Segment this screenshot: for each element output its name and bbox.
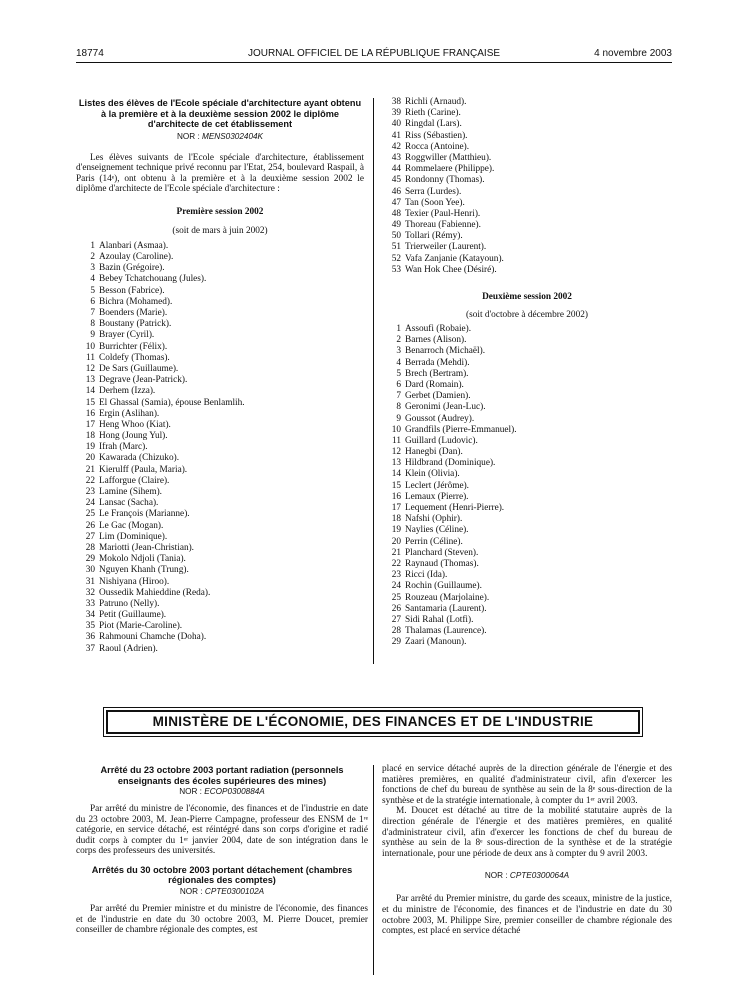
item-number: 29 (85, 554, 95, 565)
item-number: 46 (391, 186, 401, 197)
list-item (382, 346, 672, 357)
student-name: Riss (Sébastien). (405, 130, 468, 141)
list-item (76, 286, 364, 297)
student-name: Ricci (Ida). (405, 570, 448, 581)
list-item (76, 252, 364, 263)
student-name: Rochin (Guillaume). (405, 581, 482, 592)
list-item (76, 476, 364, 487)
item-number: 25 (85, 509, 95, 520)
student-name: Bazin (Grégoire). (99, 263, 165, 274)
item-number: 19 (391, 525, 401, 536)
nor-reference (76, 132, 364, 141)
intro-paragraph: Les élèves suivants de l'Ecole spéciale d'architecture, établissement d'enseignement technique privé reconnu par l'Etat, 254, boulevard Raspail, à Paris (14ᵉ), ont obtenu à la première et à la deuxième session 2002 le diplôme d'architecte de l'Ecole spéciale d'architecture : (76, 152, 364, 195)
student-name: Dard (Romain). (405, 379, 464, 390)
student-name: Richli (Arnaud). (405, 97, 467, 107)
list-item (76, 431, 364, 442)
student-name: Lequement (Henri-Pierre). (405, 503, 505, 513)
list-item (382, 570, 672, 581)
item-number: 12 (85, 363, 95, 374)
detachment-para3: Par arrêté du Premier ministre, du garde des sceaux, ministre de la justice, et du ministre de l'économie, des finances et de l'industrie en date du 30 octobre 2003, M. Philippe Sire, premier conseiller de chambre régionale des comptes, est placé en service détaché (382, 894, 672, 937)
list-item (76, 375, 364, 386)
student-name: Boustany (Patrick). (99, 319, 172, 330)
list-item (382, 187, 672, 198)
student-name: Grandfils (Pierre-Emmanuel). (405, 424, 517, 435)
list-item (76, 509, 364, 520)
item-number: 29 (391, 637, 401, 648)
list-item (382, 209, 672, 220)
student-name: Lafforgue (Claire). (99, 475, 170, 486)
student-name: Thalamas (Laurence). (405, 626, 487, 637)
nor-code: MENS0302404K (202, 131, 264, 141)
item-number: 7 (90, 308, 95, 318)
list-item (76, 364, 364, 375)
list-item (382, 142, 672, 153)
list-item (76, 588, 364, 599)
student-name: El Ghassal (Samia), épouse Benlamlih. (99, 397, 245, 408)
student-name: Goussot (Audrey). (405, 413, 475, 424)
list-item (76, 487, 364, 498)
student-name: Besson (Fabrice). (99, 285, 165, 296)
item-number: 18 (85, 431, 95, 442)
list-item (382, 358, 672, 369)
list-item (382, 153, 672, 164)
student-name: Degrave (Jean-Patrick). (99, 375, 188, 386)
item-number: 24 (85, 498, 95, 509)
list-item (76, 532, 364, 543)
article2-text: Par arrêté du ministre de l'économie, des finances et de l'industrie en date du 23 octobre 2003, M. Jean-Pierre Campagne, professeur des ENSM de 1ʳᵉ catégorie, en service détaché, est réintégré dans son corps d'origine et radié dudit corps à compter du 1ᵉʳ janvier 2004, date de son intégration dans le corps des professeurs des universités. (76, 804, 368, 857)
session2-period: (soit d'octobre à décembre 2002) (466, 310, 588, 320)
article2-nor (76, 787, 368, 796)
detachment-para2: M. Doucet est détaché au titre de la mobilité statutaire auprès de la direction générale de l'énergie et des matières premières, en qualité d'administrateur civil, afin d'exercer les fonctions de chef du bureau de synthèse au sein de la 8ᵉ sous-direction de la synthèse et de la stratégie internationale, pour une période de deux ans à compter du 9 avril 2003. (382, 806, 672, 859)
student-name: Heng Whoo (Kiat). (99, 419, 171, 430)
list-item (382, 335, 672, 346)
item-number: 33 (85, 598, 95, 609)
item-number: 8 (90, 319, 95, 330)
list-item (382, 414, 672, 425)
list-item (76, 386, 364, 397)
student-name: Benarroch (Michaël). (405, 346, 486, 357)
item-number: 28 (391, 626, 401, 637)
student-name: Assoufi (Robaie). (405, 324, 472, 334)
list-item (76, 453, 364, 464)
list-item (76, 543, 364, 554)
student-name: Lamine (Sihem). (99, 487, 162, 497)
student-name: De Sars (Guillaume). (99, 363, 179, 374)
student-name: Mariotti (Jean-Christian). (99, 542, 195, 553)
student-name: Mokolo Ndjoli (Tania). (99, 554, 186, 565)
item-number: 14 (391, 469, 401, 480)
item-number: 53 (391, 264, 401, 275)
item-number: 14 (85, 386, 95, 397)
item-number: 7 (396, 391, 401, 402)
student-name: Hildbrand (Dominique). (405, 458, 496, 469)
item-number: 16 (391, 491, 401, 502)
list-item (382, 503, 672, 514)
item-number: 2 (90, 252, 95, 263)
item-number: 32 (85, 587, 95, 598)
student-name: Wan Hok Chee (Désiré). (405, 264, 497, 275)
student-name: Ifrah (Marc). (99, 442, 148, 453)
item-number: 17 (85, 419, 95, 430)
student-name: Vafa Zanjanie (Katayoun). (405, 253, 504, 264)
session1-period: (soit de mars à juin 2002) (172, 225, 268, 236)
list-item (382, 119, 672, 130)
list-item (382, 231, 672, 242)
list-item (382, 175, 672, 186)
nor-label: NOR : (484, 871, 508, 881)
item-number: 10 (85, 341, 95, 352)
student-name: Texier (Paul-Henri). (405, 208, 481, 219)
item-number: 39 (391, 108, 401, 119)
list-item (382, 593, 672, 604)
student-name: Berrada (Mehdi). (405, 357, 470, 368)
item-number: 34 (85, 610, 95, 621)
student-name: Coldefy (Thomas). (99, 352, 170, 363)
list-item (382, 131, 672, 142)
student-name: Raynaud (Thomas). (405, 558, 479, 569)
item-number: 30 (85, 565, 95, 576)
column-divider (373, 98, 374, 664)
student-name: Lim (Dominique). (99, 531, 168, 542)
nor-code: ECOP0300884A (204, 787, 265, 796)
student-name: Serra (Lurdes). (405, 186, 462, 197)
list-item (76, 297, 364, 308)
student-name: Nafshi (Ophir). (405, 514, 463, 525)
item-number: 47 (391, 197, 401, 208)
list-item (76, 398, 364, 409)
item-number: 22 (85, 475, 95, 486)
item-number: 43 (391, 152, 401, 163)
list-item (382, 402, 672, 413)
item-number: 50 (391, 231, 401, 242)
lower-left-column (76, 765, 368, 936)
list-item (382, 637, 672, 648)
item-number: 51 (391, 242, 401, 253)
list-item (382, 425, 672, 436)
student-name: Rocca (Antoine). (405, 141, 470, 152)
header-rule (76, 62, 672, 63)
item-number: 52 (391, 253, 401, 264)
article3-text: Par arrêté du Premier ministre et du ministre de l'économie, des finances et de l'industrie en date du 30 octobre 2003, M. Pierre Doucet, premier conseiller de chambre régionale des comptes, est (76, 903, 368, 936)
list-item (382, 458, 672, 469)
student-name: Tan (Soon Yee). (405, 197, 465, 208)
item-number: 1 (90, 240, 95, 251)
list-item (76, 308, 364, 319)
item-number: 37 (85, 643, 95, 654)
student-name: Guillard (Ludovic). (405, 435, 478, 446)
item-number: 27 (391, 614, 401, 625)
item-number: 11 (392, 435, 401, 446)
item-number: 36 (85, 632, 95, 643)
item-number: 8 (396, 402, 401, 413)
student-name: Patruno (Nelly). (99, 598, 160, 609)
student-name: Raoul (Adrien). (99, 643, 158, 654)
page-number: 18774 (76, 48, 104, 59)
item-number: 25 (391, 592, 401, 603)
student-name: Rouzeau (Marjolaine). (405, 592, 490, 603)
item-number: 1 (396, 324, 401, 334)
article3-nor (76, 887, 368, 896)
list-item (382, 369, 672, 380)
student-name: Planchard (Steven). (405, 547, 479, 558)
item-number: 9 (90, 330, 95, 341)
item-number: 21 (85, 464, 95, 475)
item-number: 35 (85, 621, 95, 632)
item-number: 38 (391, 97, 401, 107)
list-item (76, 353, 364, 364)
item-number: 15 (391, 480, 401, 491)
student-name: Santamaria (Laurent). (405, 603, 487, 614)
student-name: Barnes (Alison). (405, 335, 467, 346)
student-name: Lansac (Sacha). (99, 498, 159, 509)
list-item (76, 274, 364, 285)
session1-title: Première session 2002 (176, 206, 264, 217)
student-name: Oussedik Mahieddine (Reda). (99, 587, 211, 598)
student-name: Leclert (Jérôme). (405, 480, 470, 491)
item-number: 10 (391, 424, 401, 435)
item-number: 40 (391, 119, 401, 130)
list-item (382, 436, 672, 447)
item-number: 9 (396, 413, 401, 424)
list-item (382, 97, 672, 108)
item-number: 28 (85, 542, 95, 553)
item-number: 3 (90, 263, 95, 274)
student-name: Klein (Olivia). (405, 469, 460, 480)
item-number: 15 (85, 397, 95, 408)
article-diplomas-right (382, 97, 672, 648)
list-item (382, 626, 672, 637)
item-number: 48 (391, 208, 401, 219)
item-number: 2 (396, 335, 401, 346)
article3-title: Arrêtés du 30 octobre 2003 portant détachement (chambres régionales des comptes) (91, 864, 353, 886)
article-title: Listes des élèves de l'Ecole spéciale d'architecture ayant obtenu à la première et à la deuxième session 2002 le diplôme d'architecte de cet établissement (78, 98, 362, 129)
list-item (76, 330, 364, 341)
list-item (382, 108, 672, 119)
student-name: Rondonny (Thomas). (405, 175, 485, 186)
student-name: Sidi Rahal (Lotfi). (405, 614, 474, 625)
lower-right-column (382, 764, 672, 937)
column-divider-lower (373, 765, 374, 975)
item-number: 5 (396, 368, 401, 379)
item-number: 49 (391, 220, 401, 231)
list-item (76, 644, 364, 655)
item-number: 42 (391, 141, 401, 152)
student-name: Le Gac (Mogan). (99, 520, 164, 531)
student-name: Gerbet (Damien). (405, 391, 471, 402)
student-name: Alanbari (Asmaa). (99, 240, 169, 251)
item-number: 13 (391, 458, 401, 469)
student-name: Rieth (Carine). (405, 108, 461, 119)
student-name: Hanegbi (Dan). (405, 447, 463, 458)
student-name: Kawarada (Chizuko). (99, 453, 180, 464)
item-number: 20 (391, 536, 401, 547)
list-item (382, 469, 672, 480)
student-name: Nishiyana (Hiroo). (99, 576, 170, 587)
student-name: Lemaux (Pierre). (405, 491, 469, 502)
student-name: Le François (Marianne). (99, 509, 190, 520)
student-name: Roggwiller (Matthieu). (405, 152, 492, 163)
list-item (76, 420, 364, 431)
list-item (382, 492, 672, 503)
student-name: Zaari (Manoun). (405, 637, 467, 648)
student-name: Piot (Marie-Caroline). (99, 621, 183, 632)
list-item (76, 554, 364, 565)
item-number: 24 (391, 581, 401, 592)
list-item (76, 621, 364, 632)
student-name: Perrin (Céline). (405, 536, 463, 547)
issue-date: 4 novembre 2003 (594, 48, 672, 59)
student-name: Tollari (Rémy). (405, 231, 463, 242)
student-name: Derhem (Izza). (99, 386, 156, 397)
list-item (382, 525, 672, 536)
nor-label: NOR : (179, 787, 202, 796)
list-item (382, 548, 672, 559)
session2-title: Deuxième session 2002 (482, 292, 572, 302)
session1-list (76, 241, 364, 655)
item-number: 26 (85, 520, 95, 531)
item-number: 44 (391, 164, 401, 175)
article-diplomas-left (76, 98, 364, 655)
list-item (382, 164, 672, 175)
item-number: 20 (85, 453, 95, 464)
student-name: Bichra (Mohamed). (99, 296, 173, 307)
student-name: Petit (Guillaume). (99, 610, 167, 621)
item-number: 6 (90, 296, 95, 307)
item-number: 22 (391, 558, 401, 569)
list-item (382, 514, 672, 525)
item-number: 11 (86, 352, 95, 363)
student-name: Bebey Tchatchouang (Jules). (99, 274, 207, 285)
list-item (382, 242, 672, 253)
list-item (382, 481, 672, 492)
list-item (76, 465, 364, 476)
item-number: 17 (391, 503, 401, 513)
nor-code: CPTE0300102A (204, 886, 265, 896)
item-number: 12 (391, 447, 401, 458)
item-number: 27 (85, 531, 95, 542)
student-name: Ergin (Aslihan). (99, 408, 160, 419)
student-name: Brech (Bertram). (405, 368, 469, 379)
list-item (382, 265, 672, 276)
list-item (382, 447, 672, 458)
student-name: Rahmouni Chamche (Doha). (99, 632, 207, 643)
list-item (76, 521, 364, 532)
student-name: Boenders (Marie). (99, 308, 168, 318)
student-name: Kierulff (Paula, Maria). (99, 464, 188, 475)
item-number: 41 (391, 130, 401, 141)
list-item (76, 599, 364, 610)
item-number: 23 (85, 487, 95, 497)
list-item (76, 632, 364, 643)
item-number: 16 (85, 408, 95, 419)
list-item (76, 610, 364, 621)
item-number: 3 (396, 346, 401, 357)
article2-title: Arrêté du 23 octobre 2003 portant radiation (personnels enseignants des écoles supérieures des mines) (100, 765, 344, 786)
list-item (382, 615, 672, 626)
list-item (382, 581, 672, 592)
student-name: Rommelaere (Philippe). (405, 164, 495, 175)
item-number: 45 (391, 175, 401, 186)
student-name: Trierweiler (Laurent). (405, 242, 487, 253)
list-item (76, 498, 364, 509)
list-item (382, 559, 672, 570)
list-item (76, 565, 364, 576)
list-item (76, 409, 364, 420)
student-name: Naylies (Céline). (405, 525, 469, 536)
student-name: Azoulay (Caroline). (99, 252, 174, 263)
list-item (76, 342, 364, 353)
list-item (76, 263, 364, 274)
list-item (76, 442, 364, 453)
item-number: 18 (391, 514, 401, 525)
item-number: 4 (396, 357, 401, 368)
list-item (382, 537, 672, 548)
nor-label: NOR : (176, 131, 200, 141)
student-name: Thoreau (Fabienne). (405, 220, 481, 231)
detachment-para1: placé en service détaché auprès de la direction générale de l'énergie et des matières premières, en qualité d'administrateur civil, afin d'exercer les fonctions de chef du bureau de synthèse au sein de la 8ᵉ sous-direction de la synthèse et de la stratégie internationale, à compter du 1ᵉʳ avril 2003. (382, 764, 672, 806)
student-name: Brayer (Cyril). (99, 330, 155, 341)
item-number: 21 (391, 547, 401, 558)
student-name: Geronimi (Jean-Luc). (405, 402, 486, 413)
item-number: 23 (391, 570, 401, 581)
journal-title: JOURNAL OFFICIEL DE LA RÉPUBLIQUE FRANÇAISE (247, 48, 501, 59)
list-item (382, 254, 672, 265)
nor-reference-right (382, 871, 672, 880)
item-number: 31 (85, 576, 95, 587)
list-item (76, 241, 364, 252)
list-item (382, 604, 672, 615)
item-number: 6 (396, 379, 401, 390)
ministry-banner: MINISTÈRE DE L'ÉCONOMIE, DES FINANCES ET DE L'INDUSTRIE (106, 710, 640, 734)
session1-list-continued (382, 97, 672, 276)
item-number: 26 (391, 603, 401, 614)
item-number: 13 (85, 375, 95, 386)
item-number: 5 (90, 285, 95, 296)
student-name: Hong (Joung Yul). (99, 431, 168, 442)
list-item (76, 319, 364, 330)
list-item (76, 577, 364, 588)
student-name: Nguyen Khanh (Trung). (99, 565, 189, 576)
student-name: Burrichter (Félix). (99, 341, 168, 352)
nor-label: NOR : (179, 886, 203, 896)
student-name: Ringdal (Lars). (405, 119, 462, 130)
list-item (382, 380, 672, 391)
nor-code: CPTE0300064A (509, 871, 570, 881)
session2-list (382, 324, 672, 648)
item-number: 4 (90, 274, 95, 285)
list-item (382, 198, 672, 209)
item-number: 19 (85, 442, 95, 453)
list-item (382, 391, 672, 402)
list-item (382, 324, 672, 335)
list-item (382, 220, 672, 231)
